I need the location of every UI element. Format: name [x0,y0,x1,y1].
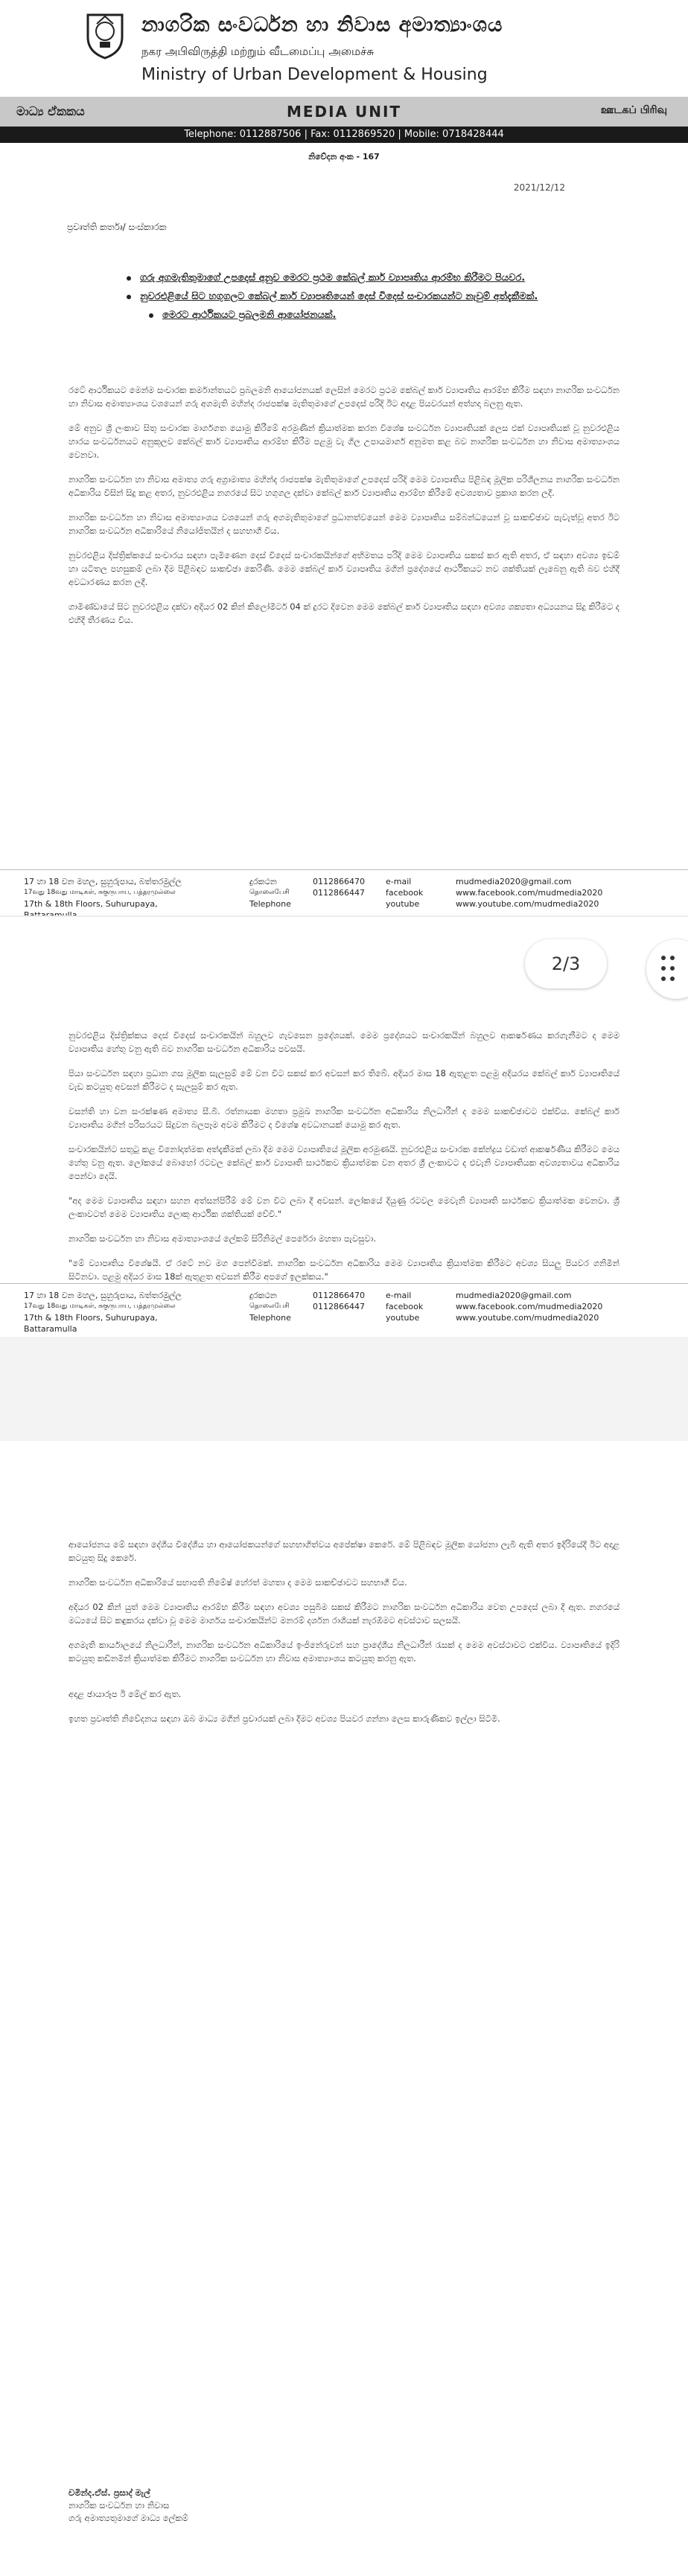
youtube-value: www.youtube.com/mudmedia2020 [456,1313,599,1323]
address-tamil: 17வது 18வது மாடிகள், சுகுருபாய, பத்தரமுல்லை [24,889,176,896]
grid-dots-icon [661,956,684,982]
paragraph: අදාළ ඡායාරූප ඊ මේල් කර ඇත. [69,1689,182,1699]
paragraph: නාගරික සංවර්ධන අධිකාරියේ සභාපති නිමේෂ් හේරත් මහතා ද මෙම සාකච්ඡාවට සහභාගී විය. [69,1577,407,1588]
tel-label: தொலைபேசி [249,889,290,896]
address-english: 17th & 18th Floors, Suhurupaya, [24,899,158,909]
media-unit-sinhala: මාධ්‍ය ඒකකය [16,104,85,118]
paragraph: සංචාරකයින්ට සතුටු කළ විනෝදාත්මක අත්දැකීමක් ලබා දීම මෙම ව්‍යාපෘතියේ මූලික අරමුණයි. නුවරඑළිය සංචාරක කේන්ද්‍රය වඩාත් ආකර්ෂණීය කිරීමට මෙය හේතු වනු ඇත. ලෝකයේ බොහෝ රටවල කේබල් කාර් ව්‍යාපෘති සාර්ථකව ක්‍රියාත්මක වන අතර ශ්‍රී ලංකාවට ද එවැනි ව්‍යාපෘතියක අවශ්‍යතාවය අධිකාරිය පෙන්වා දෙයි. [69,1144,619,1181]
media-unit-english: MEDIA UNIT [286,103,402,121]
web-label: e-mail [386,1291,412,1300]
youtube-value: www.youtube.com/mudmedia2020 [456,899,599,909]
paragraph: ආයෝජනය මේ සඳහා දේශීය විදේශීය හා ආයෝජකයන්ගේ සහභාගිත්වය අපේක්ෂා කෙරේ. මේ පිළිබඳව මූලික යෝජනා ලැබී ඇති අතර ඉදිරියේදී ඊට අදාළ කටයුතු සිදු කෙරේ. [69,1539,619,1563]
release-date: 2021/12/12 [513,182,565,193]
footer-web-values [456,876,634,910]
paragraph: "මේ ව්‍යාපෘතිය විශේෂයි. ඒ රටේ නව මග පෙන්වීමක්. නාගරික සංවර්ධන අධිකාරිය මෙම ව්‍යාපෘතිය ක්‍රියාත්මක කිරීමට අවශ්‍ය සියලු පියවර ගනිමින් සිටිනවා. පළමු අදියර මාස 18ක් ඇතුළත අවසන් කිරීම අපගේ ඉලක්කය." [69,1258,619,1282]
web-label: facebook [386,1302,424,1311]
paragraph: පියා සංවර්ධන සඳහා ප්‍රධාන ගස මූලික සැලසුම් මේ වන විට සකස් කර අවසන් කර තිබේ. අදියර මාස 18 ඇතුළත පළමු අදියරය කේබල් කාර් ව්‍යාපෘතියේ වැඩ කටයුතු අවසන් කිරීමට ද සැලසුම් කර ඇත. [69,1068,619,1092]
tel-label: Telephone [249,1313,291,1323]
page-indicator: 2/3 [525,939,607,988]
media-unit-tamil: ஊடகப் பிரிவு [600,104,667,116]
address-tamil: 17வது 18வது மாடிகள், சுகுருபாய, பத்தரமுல்லை [24,1303,176,1310]
address-english: 17th & 18th Floors, Suhurupaya, Battaramulla [24,1313,158,1334]
document-page-1 [0,0,688,917]
paragraph: අගමැති කාර්යාලයේ නිලධාරීන්, නාගරික සංවර්ධන අධිකාරියේ ඉංජිනේරුවන් සහ ප්‍රාදේශීය නිලධාරීන් රැසක් ද මෙම අවස්ථාවට එක්විය. ව්‍යාපෘතියේ ඉදිරි කටයුතු කඩිනමින් ක්‍රියාත්මක කිරීමට නාගරික සංවර්ධන හා නිවාස අමාත්‍යාංශය කටයුතු කරනු ඇත. [69,1640,619,1663]
paragraph: ඉහත ප්‍රවෘත්ති නිවේදනය සඳහා ඔබ මාධ්‍ය මගින් ප්‍රචාරයක් ලබා දීමට අවශ්‍ය පියවර ගන්නා ලෙස කාරුණිකව ඉල්ලා සිටිමි. [69,1713,500,1724]
paragraph: ගාමිණ්ඩායේ සිට නුවරඑළිය දක්වා අදියර 02 කින් කිලෝමීටර් 04 ක් දුරට දිවෙන මෙම කේබල් කාර් ව්‍යාපෘතිය සඳහා අවශ්‍ය ශක්‍යතා අධ්‍යයනය සිදු කිරීමට ද එහිදී තීරණය විය. [69,601,619,625]
paragraph: "අද මෙම ව්‍යාපෘතිය සඳහා සහන අත්සන්පිරීම් මේ වන විට ලබා දී අවසන්. ලෝකයේ දියුණු රටවල මෙවැනි ව්‍යාපෘති සාර්ථකව ක්‍රියාත්මක වෙනවා. ශ්‍රී ලංකාවටත් මෙම ව්‍යාපෘතිය ලොකු ආර්ථික ශක්තියක් වේවි." [69,1195,619,1219]
salutation: ප්‍රවෘත්ති කර්තෘ/ සංස්කාරක [67,222,167,232]
headline-list [127,272,588,327]
emblem-icon [83,7,127,60]
body-text-page-2 [69,1029,619,1294]
paragraph: නාගරික සංවර්ධන හා නිවාස අමාත්‍යාංශයේ ලේකම් සිරිනිමල් පෙරේරා මහතා පැවසුවා. [69,1233,377,1244]
web-label: youtube [386,1313,420,1323]
headline-item: මෙරට ආර්ථිකයට ප්‍රබලමනි ආයෝජනයක්. [149,309,588,322]
signatory-name: චමින්ද.ඒස්. ප්‍රසාද් මැල් [69,2487,150,2498]
contact-numbers-bar: Telephone: 0112887506 | Fax: 0112869520 | Mobile: 0718428444 [0,127,688,143]
email-value: mudmedia2020@gmail.com [456,1291,572,1300]
media-unit-bar [0,97,688,127]
footer-telephone-labels [249,876,309,910]
footer-telephone-numbers [313,876,380,898]
footer-web-values [456,1290,634,1323]
web-label: youtube [386,899,420,909]
paragraph: වසන්ති හා වන සංරක්ෂණ අමාත්‍ය සී.බී. රත්නායක මහතා ප්‍රමුඛ නාගරික සංවර්ධන අධිකාරිය නිලධාරීන් ද මෙම සාකච්ඡාවට එක්විය. කේබල් කාර් ව්‍යාපෘතිය මගින් පරිසරයට සිදුවන බලපෑම අවම කිරීමට ද විශේෂ අවධානයක් යොමු කර ඇත. [69,1106,619,1130]
ministry-name-tamil: நகர அபிவிருத்தி மற்றும் வீடமைப்பு அமைச்சு [141,45,375,58]
footer-address [24,1290,195,1335]
facebook-value: www.facebook.com/mudmedia2020 [456,1302,603,1311]
tel-label: தொலைபேசி [249,1303,290,1310]
body-text-page-3 [69,1538,619,1736]
headline-item: නුවරඑළියේ සිට හගුගලට කේබල් කාර් ව්‍යාපෘතියෙන් දෙස් විදෙස් සංචාරකයන්ට නැවුම් අත්දැකීමක්. [127,290,588,303]
ministry-name-english: Ministry of Urban Development & Housing [141,65,488,84]
document-page-3 [0,1441,688,2576]
signature-block [69,2487,188,2525]
tel-number: 0112866447 [313,1302,365,1311]
paragraph: මේ අනුව ශ්‍රී ලංකාව සිතු සංචාරක මාර්ගගත යොමු කිරීමේ අරමුණින් ක්‍රියාත්මක කරන විශේෂ සංවර්ධන ව්‍යාපෘතියක් ලෙස එක් ව්‍යාපෘතියක් වූ නුවරඑළිය හාරය සංවර්ධනයට අනුකූලව කේබල් කාර් ව්‍යාපෘතිය ආරම්භ කිරීම පළමු වැ ගිල උපායමාර්ග අනුමත කළ බව නාගරික සංවර්ධන හා නිවාස අමාත්‍යාංශය වෙනවා. [69,423,619,460]
paragraph: අදියර 02 කින් යුත් මෙම ව්‍යාපෘතිය ආරම්භ කිරීම සඳහා අවශ්‍ය පසුබිම සකස් කිරීමට නාගරික සංවර්ධන අධිකාරිය වෙත උපදෙස් ලබා දී ඇත. නගරයේ මධ්‍යයේ සිට කඳුකරය දක්වා වූ මෙම මාර්ගය සංචාරකයින්ට මනරම් දර්ශන රාශියක් නැරඹීමට අවස්ථාව සලසයි. [69,1602,619,1626]
email-value: mudmedia2020@gmail.com [456,877,572,886]
footer-web-labels [386,1290,445,1323]
address-sinhala: 17 හා 18 වන මහල, සුහුරුපාය, බත්තරමුල්ල [24,1291,182,1300]
paragraph: නාගරික සංවර්ධන හා නිවාස අමාත්‍ය ගරු අග්‍රාමාත්‍ය මහින්ද රාජපක්ෂ මැතිතුමාගේ උපදෙස් පරිදි මෙම ව්‍යාපෘතිය පිළිබඳ මූලික පරිශීලනය නාගරික සංවර්ධන අධිකාරිය විසින් සිදු කළ අතර, නුවරඑළිය නගරයේ සිට හගුගල දක්වා කේබල් කාර් ව්‍යාපෘතිය ආරම්භ කිරීමේ අවශ්‍යතාව ප්‍රකාශ කරන ලදී. [69,474,619,498]
footer-web-labels [386,876,445,910]
tel-number: 0112866470 [313,877,365,886]
tel-label: Telephone [249,899,291,909]
web-label: facebook [386,888,424,898]
paragraph: නාගරික සංවර්ධන හා නිවාස අමාත්‍යාංශය වශයෙන් ගරු අගමැතිතුමාගේ ප්‍රධානත්වයෙන් මෙම ව්‍යාපෘතිය සම්බන්ධයෙන් වූ සාකච්ඡාව පැවැත්වූ අතර ඊට නාගරික සංවර්ධන අධිකාරියේ නියෝජිතයින් ද සහභාගී විය. [69,512,619,536]
footer-telephone-labels [249,1290,309,1323]
letterhead [0,0,688,89]
paragraph: නුවරඑළිය දිස්ත්‍රික්කයේ සංචාරය සඳහා පැමිණෙන දෙස් විදෙස් සංචාරකයින්ගේ අභිමතය පරිදි මෙම ව්‍යාපෘතිය සකස් කර ඇති අතර, ඒ සඳහා අවශ්‍ය ඉඩම් හා යටිතල පහසුකම් ලබා දීම පිළිබඳව සාකච්ඡා කෙරිණි. මෙම කේබල් කාර් ව්‍යාපෘතිය මගින් ප්‍රදේශයේ ආර්ථිකයට නව ශක්තියක් ලැබෙනු ඇති බව එහිදී අවධාරණය කරන ලදී. [69,550,619,587]
signatory-title: නාගරික සංවර්ධන හා නිවාස [69,2500,170,2511]
tel-number: 0112866447 [313,888,365,898]
signatory-title: ගරු අමාත්‍යතුමාගේ මාධ්‍ය ලේකම් [69,2513,188,2523]
ministry-name-sinhala: නාගරික සංවර්ධන හා නිවාස අමාත්‍යාංශය [141,13,503,36]
paragraph: රටේ ආර්ථිකයට මෙන්ම සංචාරක කර්මාන්තයට ප්‍රබලමනි ආයෝජනයක් ලෙසින් මෙරට ප්‍රථම කේබල් කාර් ව්‍යාපෘතිය ආරම්භ කිරීම සඳහා නාගරික සංවර්ධන හා නිවාස අමාත්‍යාංශය වශයෙන් ගරු අගමැති මහින්ද රාජපක්ෂ මැතිතුමාගේ උපදෙස් පරිදි ඊට අදාළ පියවරයන් අත්හදා බලනු ඇත. [69,385,619,409]
tel-number: 0112866470 [313,1291,365,1300]
tel-label: දුරකථන [249,1291,277,1300]
page-separator [0,1337,688,1441]
facebook-value: www.facebook.com/mudmedia2020 [456,888,603,898]
paragraph: නුවරඑළිය දිස්ත්‍රික්කය දෙස් විදෙස් සංචාරකයින් බහුලව ගැවසෙන ප්‍රදේශයක්. මෙම ප්‍රදේශයට සංචාරකයින් බහුලව ආකර්ෂණය කරගැනීමට ද මෙම ව්‍යාපෘතිය හේතු වනු ඇති බව නාගරික සංවර්ධන අධිකාරිය පවසයි. [69,1030,619,1054]
tel-label: දුරකථන [249,877,277,886]
body-text-page-1 [69,383,619,638]
web-label: e-mail [386,877,412,886]
page-footer [0,869,688,915]
footer-telephone-numbers [313,1290,380,1312]
headline-item: ගරු අගමැතිතුමාගේ උපදෙස් අනුව මෙරට ප්‍රථම කේබල් කාර් ව්‍යාපෘතිය ආරම්භ කිරීමට පියවර. [127,272,588,284]
page-footer [0,1283,688,1334]
release-number: නිවේදන අංක - 167 [308,152,380,162]
footer-address [24,876,195,921]
address-sinhala: 17 හා 18 වන මහල, සුහුරුපාය, බත්තරමුල්ල [24,877,182,886]
